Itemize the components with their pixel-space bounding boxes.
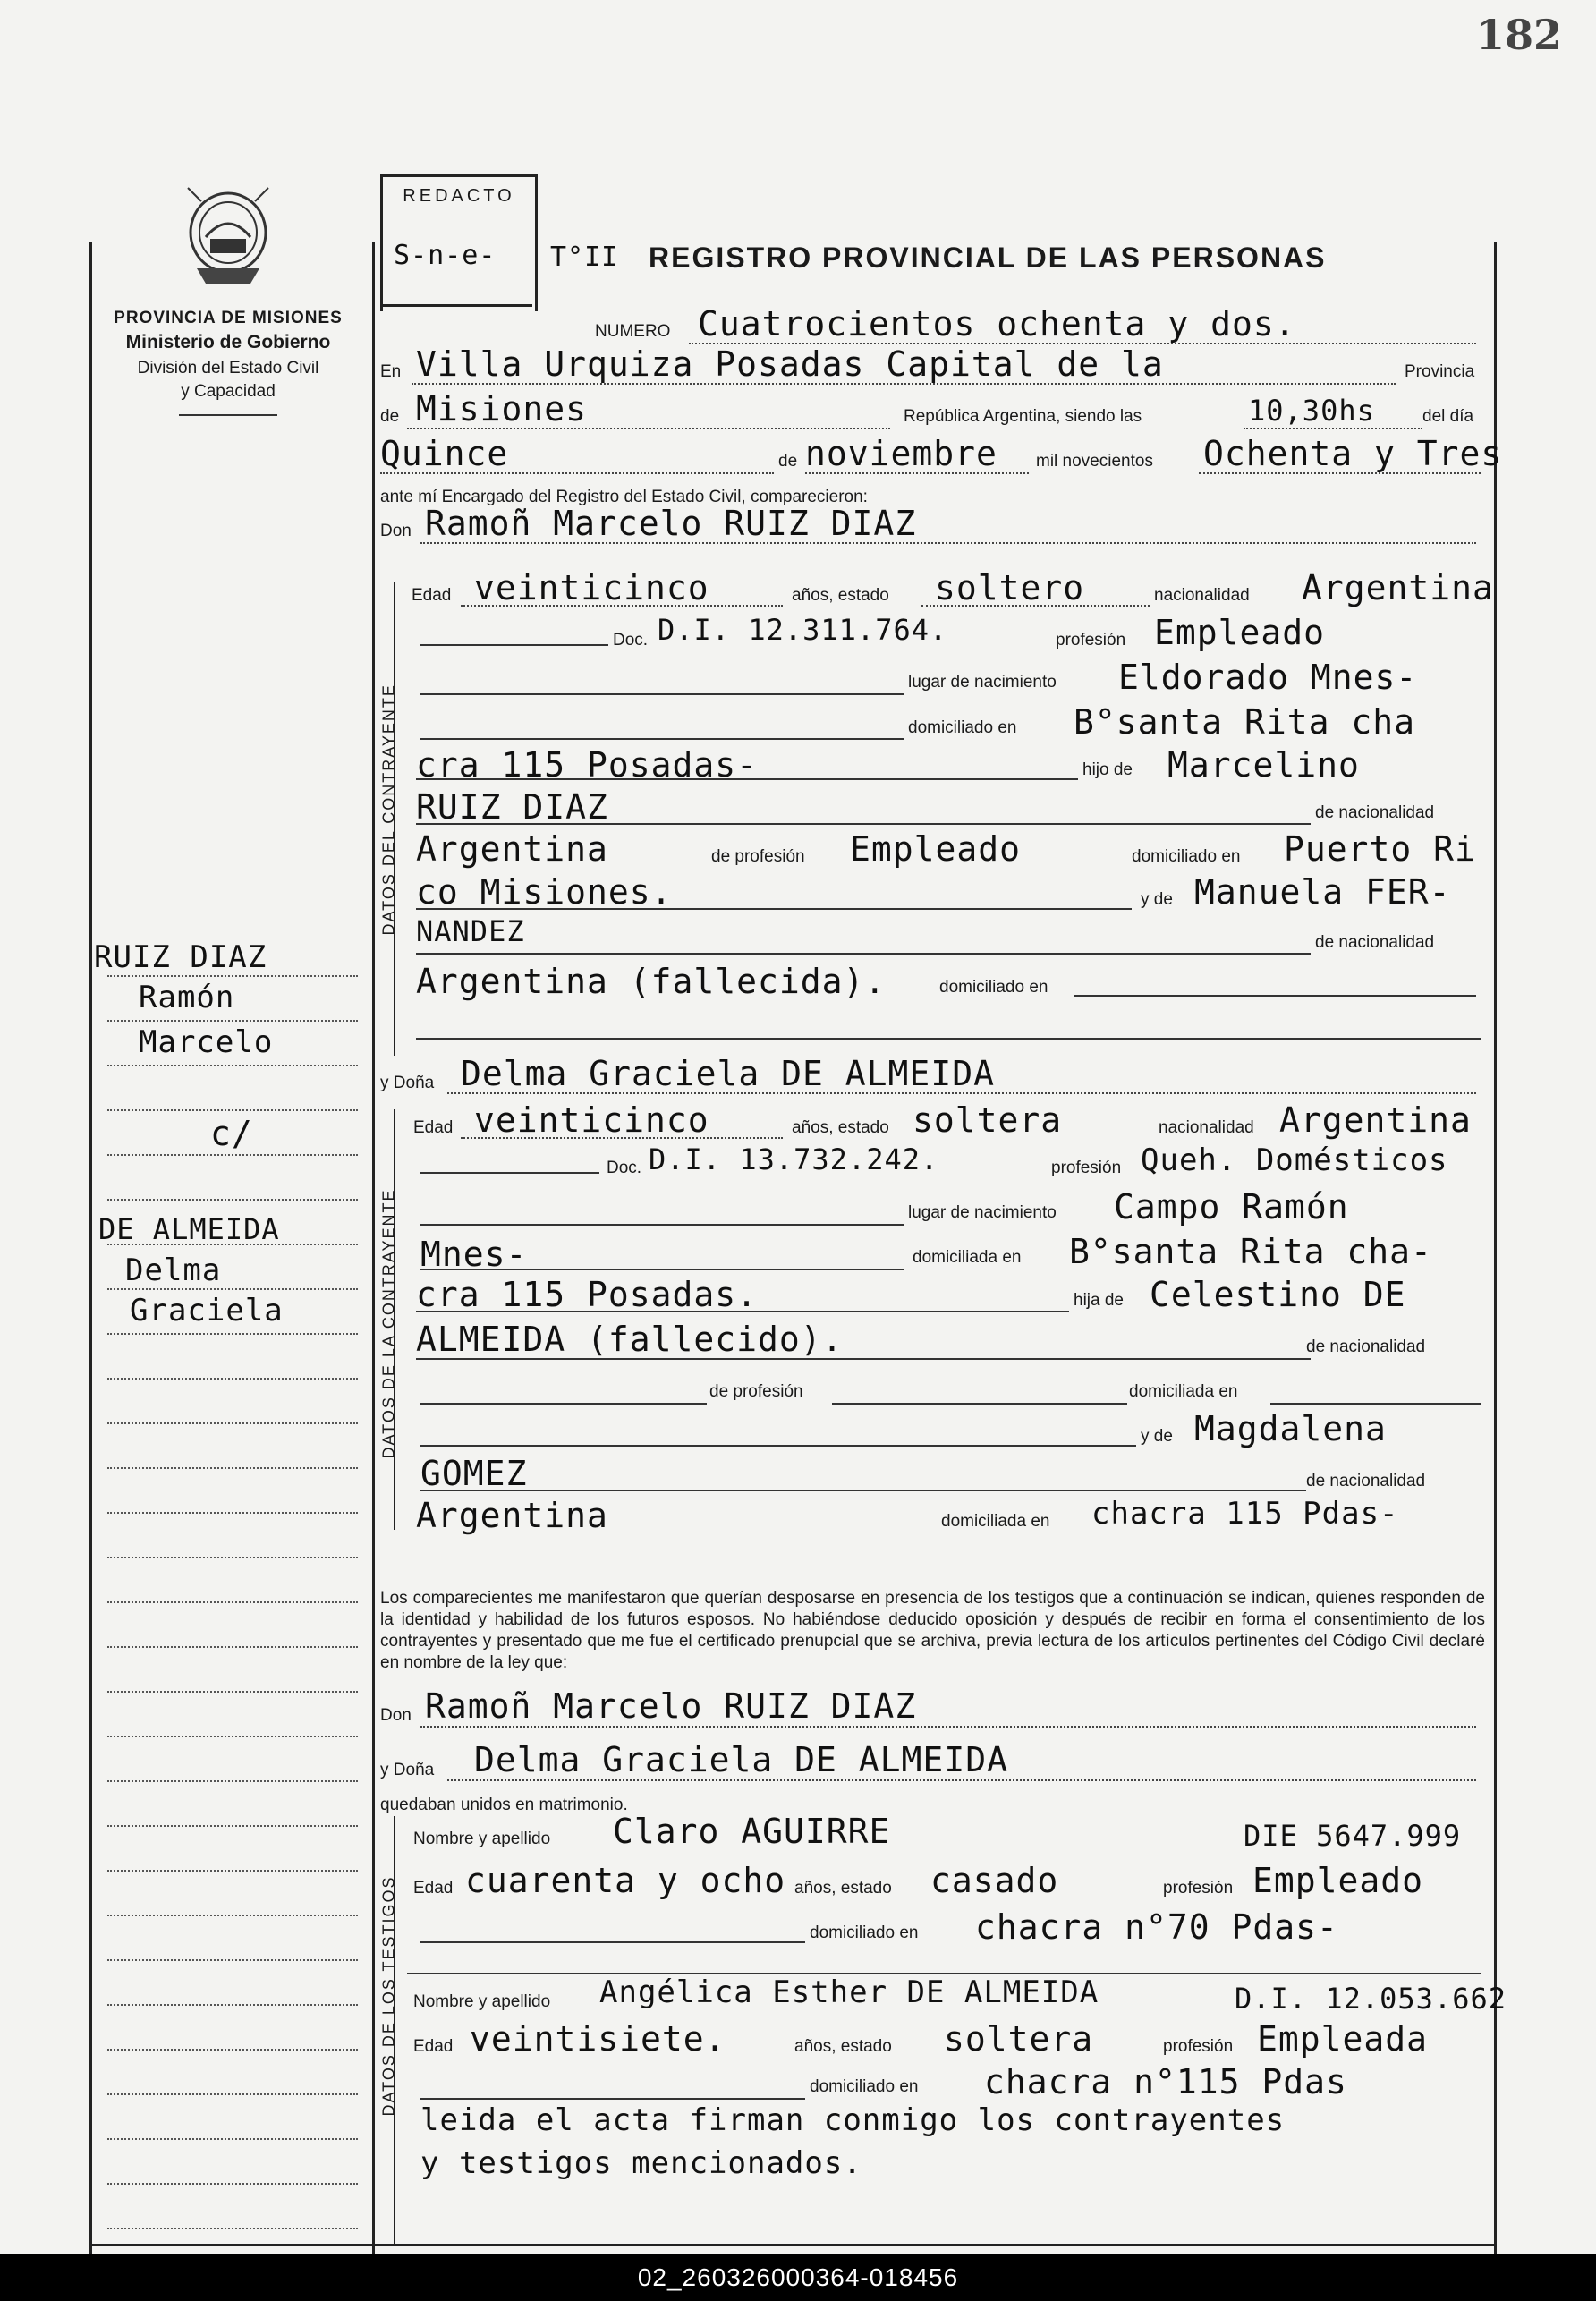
ante-mi-text: ante mí Encargado del Registro del Estado Civil, comparecieron: <box>380 488 868 506</box>
provincia-label: Provincia <box>1405 362 1475 381</box>
c-domicilio: B°santa Rita cha <box>1074 702 1416 742</box>
c-padre-dom2: co Misiones. <box>416 872 673 912</box>
c-doc-label: Doc. <box>613 631 649 650</box>
margin-dotted-line <box>107 1736 358 1737</box>
fecha-mes: noviembre <box>805 434 998 473</box>
f-hija-label: hija de <box>1074 1291 1124 1310</box>
margin-dotted-line <box>107 1915 358 1916</box>
margin-dotted-line <box>107 1020 358 1022</box>
numero-value: Cuatrocientos ochenta y dos. <box>698 304 1296 344</box>
province-label: PROVINCIA DE MISIONES <box>114 309 343 327</box>
del-dia-label: del día <box>1422 407 1474 426</box>
numero-label: NUMERO <box>595 322 671 341</box>
t1-dom-label: domiciliado en <box>810 1923 919 1942</box>
en-label: En <box>380 362 402 381</box>
margin-dotted-line <box>107 2183 358 2185</box>
c-de-nac-label2: de nacionalidad <box>1315 933 1435 952</box>
margin-dotted-line <box>107 1065 358 1066</box>
f-de-nac-label: de nacionalidad <box>1306 1337 1426 1356</box>
t1-dom: chacra n°70 Pdas- <box>975 1907 1338 1947</box>
f-padre2: ALMEIDA (fallecido). <box>416 1320 844 1359</box>
t2-dom-label: domiciliado en <box>810 2077 919 2096</box>
f-domicilio-label: domiciliada en <box>913 1248 1022 1267</box>
f-lugar2: Mnes- <box>420 1235 528 1274</box>
provincial-seal-icon <box>179 183 277 300</box>
dona-label: y Doña <box>380 1074 435 1092</box>
t1-nombre: Claro AGUIRRE <box>613 1812 891 1851</box>
t1-profesion-label: profesión <box>1163 1879 1234 1898</box>
margin-dotted-line <box>107 2004 358 2006</box>
c-padre2: RUIZ DIAZ <box>416 787 608 827</box>
margin-dotted-line <box>107 1646 358 1648</box>
f-edad: veinticinco <box>474 1100 709 1140</box>
margin-dotted-line <box>107 1959 358 1961</box>
unidos-text: quedaban unidos en matrimonio. <box>380 1796 628 1814</box>
t2-profesion: Empleada <box>1257 2019 1429 2059</box>
don-value: Ramoñ Marcelo RUIZ DIAZ <box>425 504 917 543</box>
c-nacionalidad-label: nacionalidad <box>1154 586 1250 605</box>
don-label: Don <box>380 522 412 540</box>
fecha-anio: Ochenta y Tres <box>1203 434 1503 473</box>
t2-estado: soltera <box>944 2019 1094 2059</box>
closing-line-1: leida el acta firman conmigo los contrayentes <box>420 2102 1286 2138</box>
closing-line-2: y testigos mencionados. <box>420 2145 862 2181</box>
margin-dotted-line <box>107 1467 358 1469</box>
redacto-label: REDACTO <box>403 186 515 206</box>
fecha-de-label: de <box>778 452 798 471</box>
t2-anios-label: años, estado <box>794 2037 892 2056</box>
margin-dotted-line <box>107 1422 358 1424</box>
redacto-box <box>380 174 538 311</box>
c-lugar-label: lugar de nacimiento <box>908 673 1057 692</box>
en-value: Villa Urquiza Posadas Capital de la <box>416 344 1164 384</box>
c-estado: soltero <box>935 568 1085 607</box>
c-padre-prof: Empleado <box>850 829 1022 869</box>
f-nacionalidad: Argentina <box>1279 1100 1472 1140</box>
document-title: REGISTRO PROVINCIAL DE LAS PERSONAS <box>649 242 1327 274</box>
f-madre2: GOMEZ <box>420 1454 528 1493</box>
t1-edad-label: Edad <box>413 1879 454 1898</box>
margin-husband-name2: Marcelo <box>139 1024 274 1060</box>
margin-dotted-line <box>107 1780 358 1782</box>
f-y-de-label: y de <box>1141 1427 1173 1446</box>
c-padre-nac: Argentina <box>416 829 608 869</box>
f-domicilio2: cra 115 Posadas. <box>416 1275 759 1314</box>
margin-dotted-line <box>107 1378 358 1380</box>
f-dom-label: domiciliada en <box>1129 1382 1238 1401</box>
section-contrayente: DATOS DEL CONTRAYENTE <box>379 684 398 936</box>
f-doc: D.I. 13.732.242. <box>649 1142 939 1176</box>
ministry-label: Ministerio de Gobierno <box>125 332 331 352</box>
dona2-label: y Doña <box>380 1761 435 1779</box>
page-number: 182 <box>1476 11 1563 59</box>
f-lugar: Campo Ramón <box>1114 1187 1349 1227</box>
margin-husband-name1: Ramón <box>139 980 235 1015</box>
republica-label: República Argentina, siendo las <box>904 407 1142 426</box>
t1-doc: DIE 5647.999 <box>1244 1819 1462 1853</box>
footer-id: 02_260326000364-018456 <box>637 2263 959 2291</box>
t2-edad: veintisiete. <box>470 2019 726 2059</box>
fecha-dia: Quince <box>380 434 509 473</box>
t2-dom: chacra n°115 Pdas <box>984 2062 1347 2101</box>
margin-dotted-line <box>107 975 358 977</box>
f-lugar-label: lugar de nacimiento <box>908 1203 1057 1222</box>
f-profesion-label: profesión <box>1051 1159 1122 1177</box>
redacto-value: S-n-e- <box>394 240 497 271</box>
f-anios-label: años, estado <box>792 1118 889 1137</box>
margin-dotted-line <box>107 1601 358 1603</box>
f-profesion: Queh. Domésticos <box>1141 1142 1448 1178</box>
c-madre: Manuela FER- <box>1194 872 1451 912</box>
division-label: División del Estado Civil <box>137 359 319 378</box>
c-nacionalidad: Argentina <box>1302 568 1494 607</box>
f-madre-dom-label: domiciliada en <box>941 1512 1050 1531</box>
don2-label: Don <box>380 1706 412 1725</box>
f-madre: Magdalena <box>1194 1409 1387 1448</box>
hora-value: 10,30hs <box>1248 394 1375 428</box>
margin-dotted-line <box>107 1333 358 1335</box>
legal-paragraph: Los comparecientes me manifestaron que querían desposarse en presencia de los testigos que a continuación se indican, quienes responden de la identidad y habilidad de los futuros esposos. No habiéndose deducido oposición y después de recibir en forma el consentimiento de los contrayentes y presentado que me fue el certificado prenupcial que se archiva, previa lectura de los artículos pertinentes del Código Civil declaré en nombre de la ley que: <box>380 1589 1485 1672</box>
margin-dotted-line <box>107 1691 358 1693</box>
c-padre: Marcelino <box>1167 745 1360 785</box>
f-estado: soltera <box>913 1100 1063 1140</box>
margin-dotted-line <box>107 1288 358 1290</box>
c-lugar: Eldorado Mnes- <box>1118 658 1418 697</box>
margin-dotted-line <box>107 2138 358 2140</box>
tomo: T°II <box>550 242 619 273</box>
t1-anios-label: años, estado <box>794 1879 892 1898</box>
margin-dotted-line <box>107 1109 358 1111</box>
f-nacionalidad-label: nacionalidad <box>1159 1118 1254 1137</box>
c-doc: D.I. 12.311.764. <box>658 613 948 647</box>
margin-dotted-line <box>107 1154 358 1156</box>
c-madre2: NANDEZ <box>416 914 525 948</box>
margin-wife-surname: DE ALMEIDA <box>98 1212 280 1246</box>
capacidad-label: y Capacidad <box>181 382 276 401</box>
de-value: Misiones <box>416 389 588 429</box>
c-de-prof-label: de profesión <box>711 847 805 866</box>
t1-edad: cuarenta y ocho <box>465 1861 786 1900</box>
margin-husband-surname: RUIZ DIAZ <box>94 939 267 975</box>
margin-dotted-line <box>107 2093 358 2095</box>
f-padre: Celestino DE <box>1150 1275 1406 1314</box>
c-padre-dom-label: domiciliado en <box>1132 847 1241 866</box>
c-profesion: Empleado <box>1154 613 1326 652</box>
section-testigos: DATOS DE LOS TESTIGOS <box>379 1875 398 2117</box>
t1-profesion: Empleado <box>1252 1861 1424 1900</box>
margin-dotted-line <box>107 1199 358 1201</box>
margin-dotted-line <box>107 1825 358 1827</box>
f-de-prof-label: de profesión <box>709 1382 803 1401</box>
c-hijo-label: hijo de <box>1082 760 1133 779</box>
c-anios-label: años, estado <box>792 586 889 605</box>
c-madre-dom-label: domiciliado en <box>939 978 1048 997</box>
c-padre-dom: Puerto Ri <box>1284 829 1476 869</box>
f-edad-label: Edad <box>413 1118 454 1137</box>
dona-value: Delma Graciela DE ALMEIDA <box>461 1054 995 1093</box>
margin-dotted-line <box>107 1557 358 1558</box>
margin-dotted-line <box>107 2049 358 2051</box>
margin-dotted-line <box>107 1512 358 1514</box>
dona2-value: Delma Graciela DE ALMEIDA <box>474 1740 1008 1779</box>
c-edad: veinticinco <box>474 568 709 607</box>
c-edad-label: Edad <box>412 586 452 605</box>
margin-wife-name1: Delma <box>125 1252 222 1288</box>
t2-doc: D.I. 12.053.662 <box>1235 1982 1507 2016</box>
c-y-de-label: y de <box>1141 890 1173 909</box>
f-domicilio: B°santa Rita cha- <box>1069 1232 1432 1271</box>
footer-bar <box>0 2254 1596 2301</box>
t2-profesion-label: profesión <box>1163 2037 1234 2056</box>
t1-nombre-label: Nombre y apellido <box>413 1830 551 1848</box>
section-la-contrayente: DATOS DE LA CONTRAYENTE <box>379 1188 398 1459</box>
t1-estado: casado <box>930 1861 1059 1900</box>
margin-wife-name2: Graciela <box>130 1293 284 1329</box>
mil-novecientos-label: mil novecientos <box>1036 452 1153 471</box>
c-domicilio-label: domiciliado en <box>908 718 1017 737</box>
c-de-nac-label: de nacionalidad <box>1315 803 1435 822</box>
de-label: de <box>380 407 400 426</box>
t2-edad-label: Edad <box>413 2037 454 2056</box>
f-madre-nac: Argentina <box>416 1496 608 1535</box>
margin-separator: c/ <box>210 1114 253 1153</box>
f-madre-dom: chacra 115 Pdas- <box>1091 1496 1399 1532</box>
c-domicilio2: cra 115 Posadas- <box>416 745 759 785</box>
margin-dotted-line <box>107 1244 358 1245</box>
margin-dotted-line <box>107 1870 358 1872</box>
don2-value: Ramoñ Marcelo RUIZ DIAZ <box>425 1686 917 1726</box>
f-doc-label: Doc. <box>607 1159 642 1177</box>
f-de-nac-label2: de nacionalidad <box>1306 1472 1426 1490</box>
t2-nombre: Angélica Esther DE ALMEIDA <box>599 1974 1099 2010</box>
t2-nombre-label: Nombre y apellido <box>413 1992 551 2011</box>
c-madre-nac: Argentina (fallecida). <box>416 962 887 1001</box>
margin-dotted-line <box>107 2228 358 2229</box>
c-profesion-label: profesión <box>1056 631 1126 650</box>
